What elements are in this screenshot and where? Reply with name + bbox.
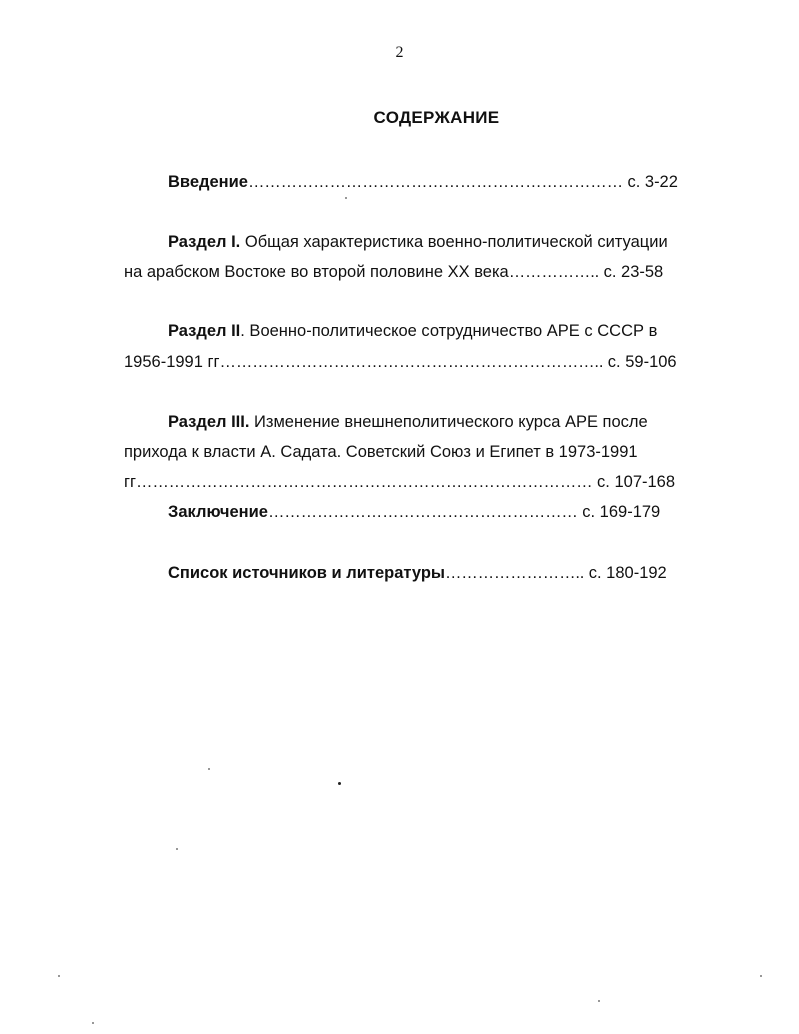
leader-dots: ………………………………………………… [267, 503, 578, 521]
entry-text: Общая характеристика военно-политической ситуации [244, 233, 668, 251]
toc-entry-section-3-line-2 [124, 442, 710, 462]
scan-speck [345, 197, 347, 199]
scan-speck [338, 782, 341, 785]
toc-entry-introduction [168, 172, 704, 192]
scan-speck [208, 768, 210, 770]
toc-entry-section-1-line-2 [124, 262, 709, 282]
toc-entry-section-2-line-1 [168, 321, 712, 341]
toc-entry-section-3-line-3 [124, 472, 709, 492]
page-range: с. 59-106 [607, 353, 677, 371]
toc-entry-conclusion [168, 502, 704, 522]
scan-speck [92, 1022, 94, 1024]
entry-title: Введение [168, 173, 248, 191]
scan-speck [598, 1000, 600, 1002]
page-range: с. 180-192 [588, 564, 667, 582]
toc-entry-section-2-line-2 [124, 352, 709, 372]
scan-speck [760, 975, 762, 977]
leader-dots: …………….. [508, 263, 600, 281]
page-number: 2 [395, 44, 404, 61]
leader-dots: ………………………………………………………………………… [136, 473, 593, 491]
leader-dots: …………………………………………………………….. [219, 353, 604, 371]
entry-title: Список источников и литературы [168, 564, 445, 582]
toc-entry-sources [168, 563, 704, 583]
page-range: с. 3-22 [627, 173, 678, 191]
entry-text: . Военно-политическое сотрудничество АРЕ с СССР в [240, 322, 658, 340]
entry-text: прихода к власти А. Садата. Советский Союз и Египет в 1973-1991 [124, 443, 638, 461]
page-range: с. 107-168 [597, 473, 676, 491]
page-range: с. 169-179 [582, 503, 661, 521]
toc-entry-section-1-line-1 [168, 232, 712, 252]
scan-speck [58, 975, 60, 977]
leader-dots: …………………….. [445, 564, 585, 582]
toc-entry-section-3-line-1 [168, 412, 712, 432]
leader-dots: …………………………………………………………… [247, 173, 623, 191]
entry-text: на арабском Востоке во второй половине XX века [124, 263, 509, 281]
section-label: Раздел III. [168, 413, 250, 431]
section-label: Раздел II [168, 322, 241, 340]
page-title: СОДЕРЖАНИЕ [373, 108, 500, 127]
entry-text: Изменение внешнеполитического курса АРЕ после [254, 413, 648, 431]
entry-title: Заключение [168, 503, 268, 521]
scan-speck [176, 848, 178, 850]
section-label: Раздел I. [168, 233, 241, 251]
entry-text: 1956-1991 гг [124, 353, 220, 371]
page-range: с. 23-58 [603, 263, 664, 281]
entry-text: гг [124, 473, 137, 491]
